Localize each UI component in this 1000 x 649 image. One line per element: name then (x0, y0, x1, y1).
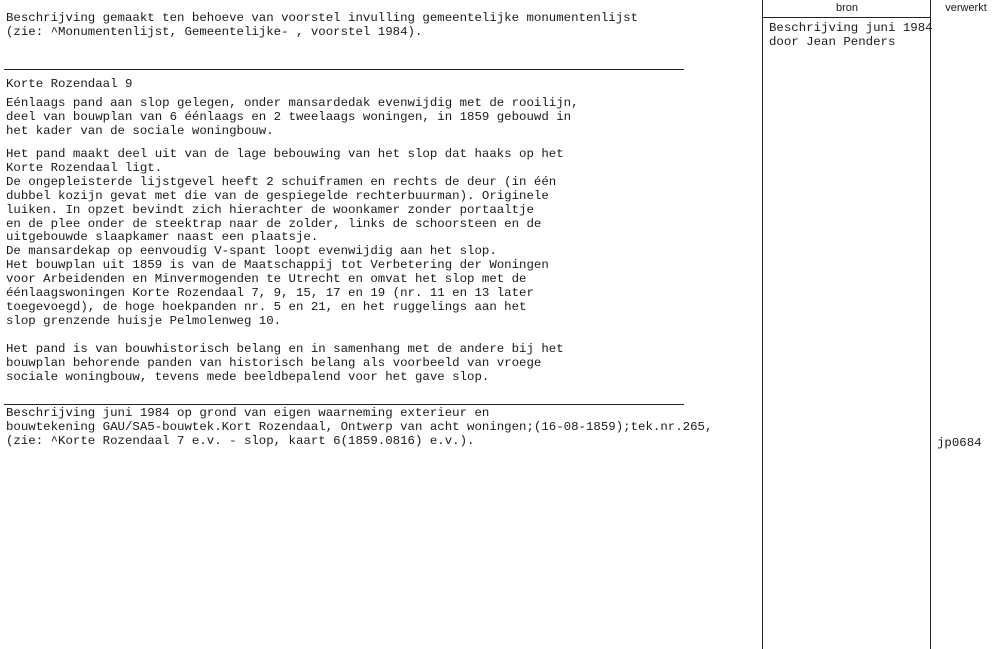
description-paragraph-2: Het pand maakt deel uit van de lage bebouwing van het slop dat haaks op het Korte Rozendaal ligt. De ongepleisterde lijstgevel heeft 2 schuiframen en rechts de deur (in één dubbel kozijn gevat met die van de gespiegelde rechterbuurman). Originele luiken. In opzet bevindt zich hierachter de woonkamer zonder portaaltje en de plee onder de steektrap naar de zolder, links de schoorsteen en de uitgebouwde slaapkamer naast een plaatsje. De mansardekap op eenvoudig V-spant loopt evenwijdig aan het slop. Het bouwplan uit 1859 is van de Maatschappij tot Verbetering der Woningen voor Arbeidenden en Minvermogenden te Utrecht en omvat het slop met de éénlaagswoningen Korte Rozendaal 7, 9, 15, 17 en 19 (nr. 11 en 13 later toegevoegd), de hoge hoekpanden nr. 5 en 21, en het ruggelings aan het slop grenzende huisje Pelmolenweg 10. (6, 147, 564, 328)
description-paragraph-3: Het pand is van bouwhistorisch belang en in samenhang met de andere bij het bouwplan behorende panden van historisch belang als voorbeeld van vroege sociale woningbouw, tevens mede beeldbepalend voor het gave slop. (6, 342, 564, 384)
divider-line (4, 69, 684, 70)
verwerkt-header: verwerkt (945, 2, 987, 14)
verwerkt-reference: jp0684 (937, 436, 982, 450)
bron-header: bron (763, 0, 931, 18)
verwerkt-column (930, 0, 1000, 649)
bron-column (762, 0, 931, 649)
source-note: Beschrijving juni 1984 op grond van eigen waarneming exterieur en bouwtekening GAU/SA5-bouwtek.Kort Rozendaal, Ontwerp van acht woningen;(16-08-1859);tek.nr.265, (zie: ^Korte Rozendaal 7 e.v. - slop, kaart 6(1859.0816) e.v.). (6, 406, 713, 448)
address-heading: Korte Rozendaal 9 (6, 77, 133, 91)
divider-line (4, 404, 684, 405)
description-paragraph-1: Eénlaags pand aan slop gelegen, onder mansardedak evenwijdig met de rooilijn, deel van bouwplan van 6 éénlaags en 2 tweelaags woningen, in 1859 gebouwd in het kader van de sociale woningbouw. (6, 96, 579, 138)
bron-text: Beschrijving juni 1984 door Jean Penders (769, 21, 933, 49)
intro-text: Beschrijving gemaakt ten behoeve van voorstel invulling gemeentelijke monumentenlijst (zie: ^Monumentenlijst, Gemeentelijke- , voorstel 1984). (6, 11, 639, 39)
